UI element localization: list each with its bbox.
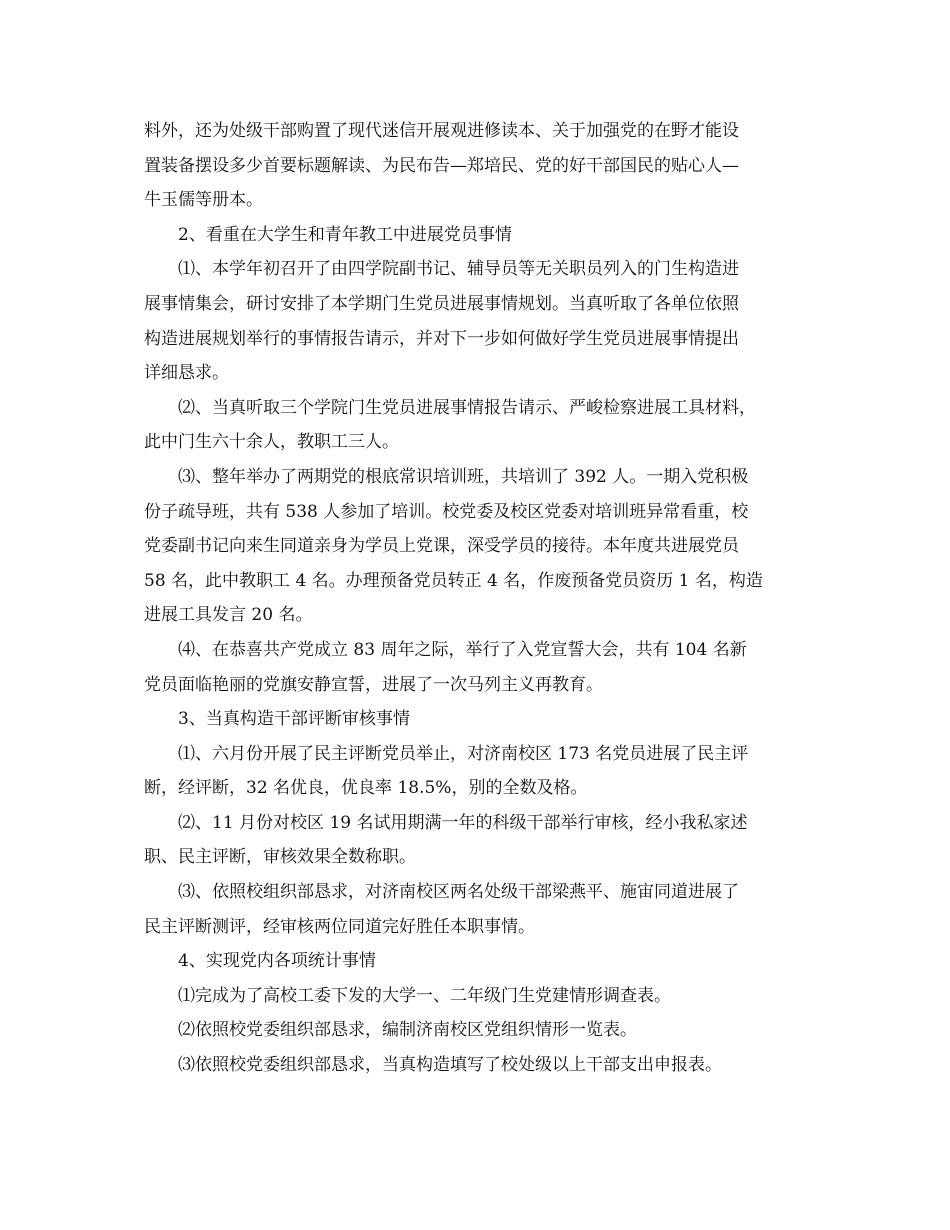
text-line: 份子疏导班，共有 538 人参加了培训。校党委及校区党委对培训班异常看重，校 [144,501,749,522]
document-page [144,114,820,1083]
text-line: ⑶依照校党委组织部恳求，当真构造填写了校处级以上干部支出申报表。 [178,1055,722,1076]
text-line: 料外，还为处级干部购置了现代迷信开展观进修读本、关于加强党的在野才能设 [144,121,739,141]
text-line: 详细恳求。 [144,363,229,384]
text-line: 党员面临艳丽的党旗安静宣誓，进展了一次马列主义再教育。 [144,674,603,695]
text-line: 3、当真构造干部评断审核事情 [178,709,410,730]
text-line: 民主评断测评，经审核两位同道完好胜任本职事情。 [144,916,535,937]
text-line: ⑶、依照校组织部恳求，对济南校区两名处级干部梁燕平、施宙同道进展了 [178,882,739,903]
text-line: 此中门生六十余人，教职工三人。 [144,432,399,453]
text-line: 4、实现党内各项统计事情 [178,951,376,972]
text-line: ⑵、11 月份对校区 19 名试用期满一年的科级干部举行审核，经小我私家述 [178,812,748,833]
text-line: 2、看重在大学生和青年教工中进展党员事情 [178,224,512,245]
text-line: 58 名，此中教职工 4 名。办理预备党员转正 4 名，作废预备党员资历 1 名，构造 [144,570,763,591]
text-line: ⑷、在恭喜共产党成立 83 周年之际，举行了入党宣誓大会，共有 104 名新 [178,639,747,660]
text-line: ⑴完成为了高校工委下发的大学一、二年级门生党建情形调查表。 [178,985,671,1006]
text-line: ⑵依照校党委组织部恳求，编制济南校区党组织情形一览表。 [178,1020,637,1041]
text-line: 党委副书记向来生同道亲身为学员上党课，深受学员的接待。本年度共进展党员 [144,536,739,557]
text-line: 展事情集会，研讨安排了本学期门生党员进展事情规划。当真听取了各单位依照 [144,293,739,314]
text-line: ⑴、本学年初召开了由四学院副书记、辅导员等无关职员列入的门生构造进 [178,259,739,280]
text-line: 牛玉儒等册本。 [144,190,263,211]
text-line: 职、民主评断，审核效果全数称职。 [144,847,416,868]
text-line: 构造进展规划举行的事情报告请示，并对下一步如何做好学生党员进展事情提出 [144,328,739,349]
text-line: ⑵、当真听取三个学院门生党员进展事情报告请示、严峻检察进展工具材料， [178,397,756,418]
text-line: 断，经评断，32 名优良，优良率 18.5%，别的全数及格。 [144,778,588,799]
text-line: ⑶、整年举办了两期党的根底常识培训班，共培训了 392 人。一期入党积极 [178,466,749,487]
text-line: ⑴、六月份开展了民主评断党员举止，对济南校区 173 名党员进展了民主评 [178,743,749,764]
text-line: 置装备摆设多少首要标题解读、为民布告—郑培民、党的好干部国民的贴心人— [144,155,739,176]
text-line: 进展工具发言 20 名。 [144,605,313,626]
